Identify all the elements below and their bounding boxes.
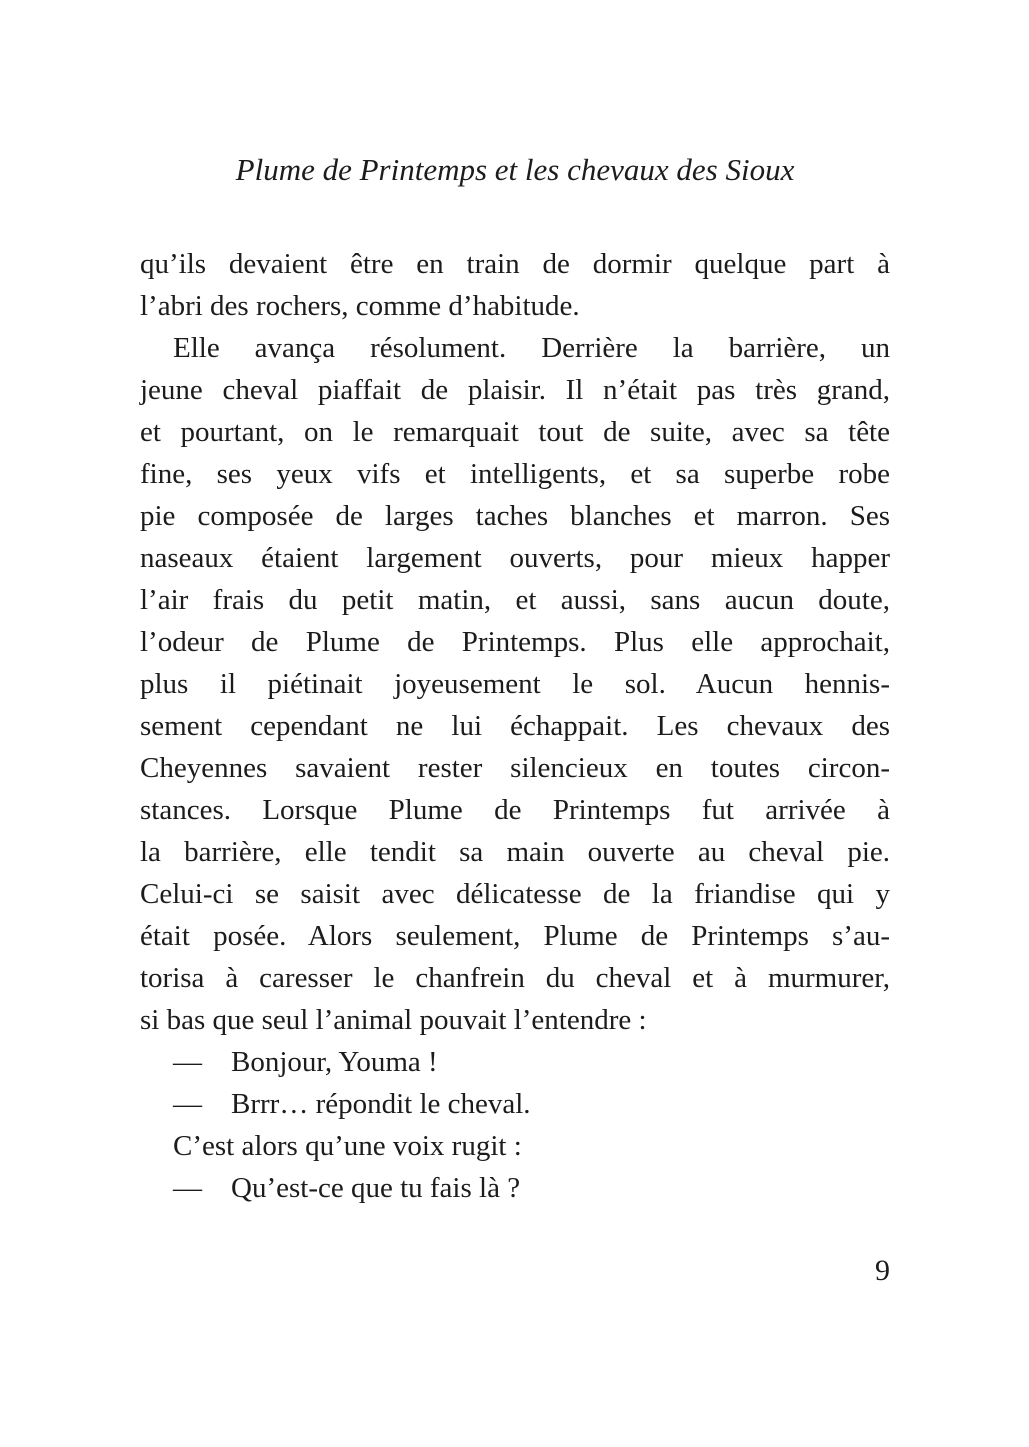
text-line: pie composée de larges taches blanches et marron. Ses <box>140 500 890 532</box>
text-line: et pourtant, on le remarquait tout de suite, avec sa tête <box>140 416 890 448</box>
dialogue-line: — Brrr… répondit le cheval. <box>173 1088 531 1120</box>
text-line: si bas que seul l’animal pouvait l’entendre : <box>140 1004 647 1036</box>
text-line: torisa à caresser le chanfrein du cheval et à murmurer, <box>140 962 890 994</box>
text-line: était posée. Alors seulement, Plume de Printemps s’au- <box>140 920 890 952</box>
body-text-block <box>140 243 890 1209</box>
text-line: stances. Lorsque Plume de Printemps fut arrivée à <box>140 794 890 826</box>
text-line: l’abri des rochers, comme d’habitude. <box>140 290 580 322</box>
running-header: Plume de Printemps et les chevaux des Sioux <box>235 152 795 187</box>
text-line: plus il piétinait joyeusement le sol. Aucun hennis- <box>140 668 890 700</box>
text-line: sement cependant ne lui échappait. Les chevaux des <box>140 710 890 742</box>
dialogue-line: — Bonjour, Youma ! <box>173 1046 438 1078</box>
text-line: C’est alors qu’une voix rugit : <box>173 1130 522 1162</box>
text-line: Cheyennes savaient rester silencieux en toutes circon- <box>140 752 890 784</box>
text-line: naseaux étaient largement ouverts, pour mieux happer <box>140 542 890 574</box>
text-line: fine, ses yeux vifs et intelligents, et sa superbe robe <box>140 458 890 490</box>
text-line: l’odeur de Plume de Printemps. Plus elle approchait, <box>140 626 890 658</box>
text-line: Celui-ci se saisit avec délicatesse de la friandise qui y <box>140 878 890 910</box>
text-line: qu’ils devaient être en train de dormir quelque part à <box>140 248 890 280</box>
text-line: Elle avança résolument. Derrière la barrière, un <box>173 332 890 364</box>
text-line: l’air frais du petit matin, et aussi, sans aucun doute, <box>140 584 890 616</box>
page-number: 9 <box>875 1254 890 1287</box>
text-line: la barrière, elle tendit sa main ouverte au cheval pie. <box>140 836 890 868</box>
text-line: jeune cheval piaffait de plaisir. Il n’était pas très grand, <box>140 374 890 406</box>
dialogue-line: — Qu’est-ce que tu fais là ? <box>173 1172 521 1204</box>
